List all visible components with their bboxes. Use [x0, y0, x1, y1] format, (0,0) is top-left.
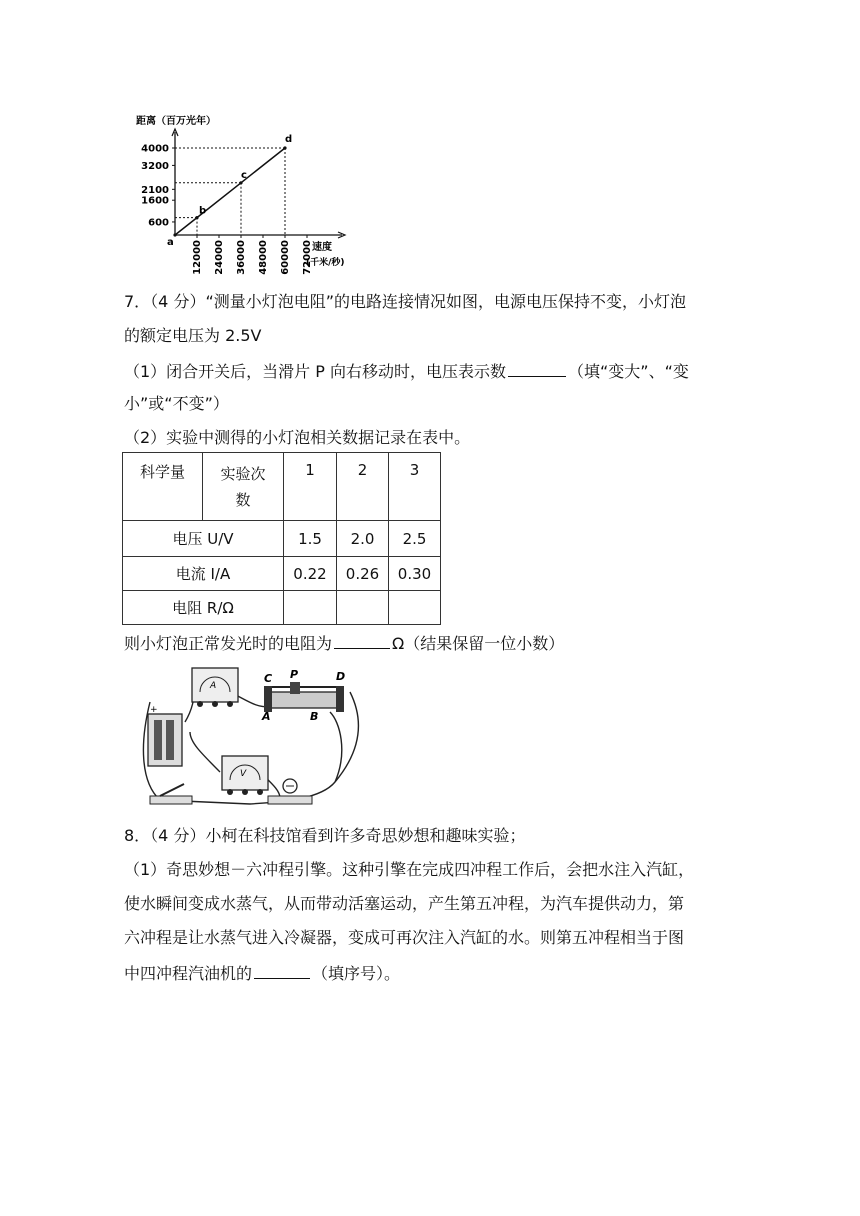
svg-text:V: V	[240, 769, 247, 779]
x-tick-label: 60000	[280, 240, 291, 275]
table-header-trial-3: 3	[389, 453, 441, 521]
svg-text:A: A	[210, 681, 217, 691]
ammeter-icon	[192, 668, 238, 707]
circuit-diagram	[130, 662, 370, 810]
q8-line2: 使水瞬间变成水蒸气，从而带动活塞运动，产生第五冲程，为汽车提供动力，第	[124, 894, 685, 913]
point-label-d: d	[285, 134, 293, 145]
q7-stem-line2: 的额定电压为 2.5V	[124, 326, 262, 345]
cell-voltage-1: 1.5	[284, 521, 337, 557]
q7-resistance-text-b: Ω（结果保留一位小数）	[392, 634, 565, 653]
q8-line4-text-b: （填序号）。	[312, 964, 401, 983]
q7-sub1-text-a: （1）闭合开关后，当滑片 P 向右移动时，电压表示数	[124, 362, 507, 381]
row-label-current: 电流 I/A	[123, 557, 284, 591]
table-header-trials-1: 实验次	[220, 465, 266, 483]
table-header-trial-1: 1	[284, 453, 337, 521]
y-tick-label: 4000	[141, 143, 169, 155]
label-P: P	[290, 668, 299, 681]
graph-xunit: (千米/秒)	[306, 258, 345, 268]
q7-resistance-text-a: 则小灯泡正常发光时的电阻为	[124, 634, 333, 653]
y-tick-label: 3200	[141, 160, 169, 172]
q8-line4	[124, 962, 400, 984]
q8-line3: 六冲程是让水蒸气进入冷凝器，变成可再次注入汽缸的水。则第五冲程相当于图	[124, 928, 685, 947]
voltmeter-icon	[222, 756, 268, 795]
label-C: C	[264, 672, 273, 685]
x-tick-label: 36000	[236, 240, 247, 275]
y-tick-label: 2100	[141, 184, 169, 196]
cell-voltage-2: 2.0	[337, 521, 389, 557]
switch-icon	[150, 784, 192, 804]
point-d	[283, 146, 286, 149]
graph-ylabel: 距离（百万光年）	[136, 116, 216, 127]
q7-resistance-line	[124, 632, 564, 654]
label-D: D	[336, 670, 346, 683]
point-a	[173, 233, 176, 236]
q8-line4-text-a: 中四冲程汽油机的	[124, 964, 253, 983]
bulb-icon	[268, 779, 312, 804]
point-label-c: c	[241, 169, 247, 181]
q8-answer-blank[interactable]	[254, 962, 310, 979]
rheostat-icon	[264, 682, 344, 712]
cell-resistance-3[interactable]	[389, 591, 441, 625]
table-header-trials-2: 数	[235, 491, 251, 509]
q7-sub1-cont: 小”或“不变”）	[124, 394, 229, 413]
x-tick-label: 72000	[302, 240, 313, 275]
row-label-voltage: 电压 U/V	[123, 521, 284, 557]
point-label-a: a	[167, 237, 174, 248]
q7-answer-blank-2[interactable]	[334, 632, 390, 649]
y-tick-label: 1600	[141, 195, 169, 207]
q8-line1: （1）奇思妙想－六冲程引擎。这种引擎在完成四冲程工作后，会把水注入汽缸，	[124, 860, 695, 879]
cell-resistance-1[interactable]	[284, 591, 337, 625]
table-header-trials	[203, 453, 284, 521]
graph-xlabel: 速度	[312, 242, 332, 253]
cell-voltage-3: 2.5	[389, 521, 441, 557]
table-row	[123, 521, 441, 557]
label-A: A	[262, 710, 271, 723]
point-c	[239, 181, 242, 184]
q7-sub2: （2）实验中测得的小灯泡相关数据记录在表中。	[124, 428, 471, 447]
cell-current-2: 0.26	[337, 557, 389, 591]
battery-icon	[148, 705, 182, 766]
y-tick-label: 600	[148, 217, 169, 229]
table-header-trial-2: 2	[337, 453, 389, 521]
svg-text:+: +	[150, 705, 158, 715]
table-header-quantity: 科学量	[123, 453, 203, 521]
data-table	[122, 452, 441, 625]
distance-speed-graph	[120, 102, 360, 282]
table-row	[123, 557, 441, 591]
table-row	[123, 591, 441, 625]
q7-sub1-text-b: （填“变大”、“变	[568, 362, 689, 381]
point-label-b: b	[199, 205, 207, 217]
q7-sub1	[124, 360, 689, 382]
series-line	[175, 148, 285, 235]
q7-stem-line1: 7．（4 分）“测量小灯泡电阻”的电路连接情况如图，电源电压保持不变，小灯泡	[124, 292, 687, 311]
q8-stem: 8．（4 分）小柯在科技馆看到许多奇思妙想和趣味实验；	[124, 826, 526, 845]
label-B: B	[310, 710, 319, 723]
x-tick-label: 24000	[214, 240, 225, 275]
x-tick-label: 12000	[192, 240, 203, 275]
x-tick-label: 48000	[258, 240, 269, 275]
cell-current-3: 0.30	[389, 557, 441, 591]
row-label-resistance: 电阻 R/Ω	[123, 591, 284, 625]
q7-answer-blank-1[interactable]	[508, 360, 566, 377]
cell-current-1: 0.22	[284, 557, 337, 591]
cell-resistance-2[interactable]	[337, 591, 389, 625]
